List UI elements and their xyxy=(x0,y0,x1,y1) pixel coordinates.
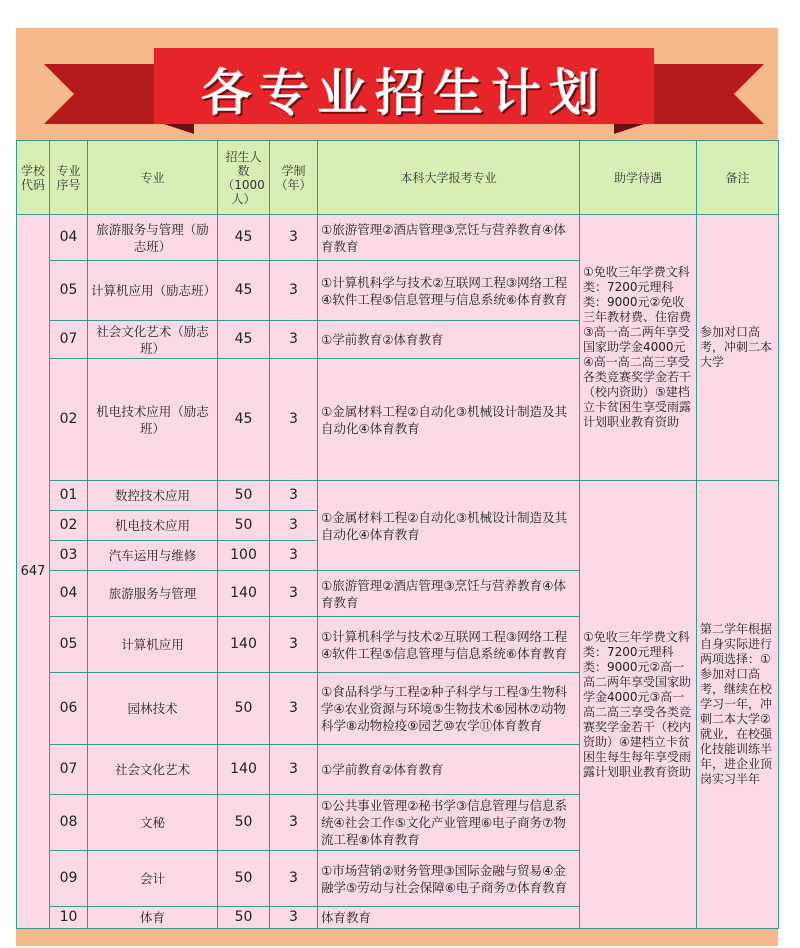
duration-cell: 3 xyxy=(270,359,318,481)
major-cell: 旅游服务与管理（励志班） xyxy=(88,215,218,261)
duration-cell: 3 xyxy=(270,511,318,541)
duration-cell: 3 xyxy=(270,617,318,673)
university-major-cell: ①计算机科学与技术②互联网工程③网络工程④软件工程⑤信息管理与信息系统⑥体育教育 xyxy=(318,617,580,673)
table-row xyxy=(17,481,779,511)
major-cell: 旅游服务与管理 xyxy=(88,571,218,617)
enrollment-cell: 50 xyxy=(218,673,270,745)
header-university-major: 本科大学报考专业 xyxy=(318,141,580,215)
major-no-cell: 10 xyxy=(50,907,88,929)
university-major-cell: ①公共事业管理②秘书学③信息管理与信息系统④社会工作⑤文化产业管理⑥电子商务⑦物流工程⑧体育教育 xyxy=(318,795,580,851)
major-no-cell: 02 xyxy=(50,511,88,541)
header-note: 备注 xyxy=(697,141,779,215)
university-major-cell: 体育教育 xyxy=(318,907,580,929)
enrollment-cell: 50 xyxy=(218,481,270,511)
major-no-cell: 09 xyxy=(50,851,88,907)
page-title: 各专业招生计划 xyxy=(201,64,607,122)
major-cell: 社会文化艺术 xyxy=(88,745,218,795)
enrollment-table xyxy=(16,140,779,929)
duration-cell: 3 xyxy=(270,745,318,795)
major-cell: 园林技术 xyxy=(88,673,218,745)
duration-cell: 3 xyxy=(270,481,318,511)
university-major-cell: ①市场营销②财务管理③国际金融与贸易④金融学⑤劳动与社会保障⑥电子商务⑦体育教育 xyxy=(318,851,580,907)
major-no-cell: 04 xyxy=(50,215,88,261)
title-banner xyxy=(44,44,764,134)
major-cell: 汽车运用与维修 xyxy=(88,541,218,571)
major-cell: 文秘 xyxy=(88,795,218,851)
enrollment-cell: 45 xyxy=(218,261,270,321)
university-major-cell: ①金属材料工程②自动化③机械设计制造及其自动化④体育教育 xyxy=(318,481,580,571)
duration-cell: 3 xyxy=(270,321,318,359)
enrollment-cell: 50 xyxy=(218,795,270,851)
header-major: 专业 xyxy=(88,141,218,215)
major-no-cell: 05 xyxy=(50,261,88,321)
major-no-cell: 04 xyxy=(50,571,88,617)
duration-cell: 3 xyxy=(270,673,318,745)
enrollment-cell: 50 xyxy=(218,907,270,929)
enrollment-cell: 140 xyxy=(218,745,270,795)
enrollment-cell: 50 xyxy=(218,851,270,907)
university-major-cell: ①旅游管理②酒店管理③烹饪与营养教育④体育教育 xyxy=(318,571,580,617)
table-header-row xyxy=(17,141,779,215)
major-no-cell: 02 xyxy=(50,359,88,481)
enrollment-cell: 140 xyxy=(218,617,270,673)
major-no-cell: 06 xyxy=(50,673,88,745)
duration-cell: 3 xyxy=(270,215,318,261)
duration-cell: 3 xyxy=(270,261,318,321)
university-major-cell: ①金属材料工程②自动化③机械设计制造及其自动化④体育教育 xyxy=(318,359,580,481)
major-no-cell: 03 xyxy=(50,541,88,571)
major-cell: 机电技术应用 xyxy=(88,511,218,541)
major-cell: 社会文化艺术（励志班） xyxy=(88,321,218,359)
university-major-cell: ①计算机科学与技术②互联网工程③网络工程④软件工程⑤信息管理与信息系统⑥体育教育 xyxy=(318,261,580,321)
major-cell: 计算机应用 xyxy=(88,617,218,673)
university-major-cell: ①食品科学与工程②种子科学与工程③生物科学④农业资源与环境⑤生物技术⑥园林⑦动物科学⑧动物检疫⑨园艺⑩农学⑪体育教育 xyxy=(318,673,580,745)
major-no-cell: 07 xyxy=(50,745,88,795)
major-no-cell: 01 xyxy=(50,481,88,511)
enrollment-cell: 45 xyxy=(218,359,270,481)
major-cell: 机电技术应用（励志班） xyxy=(88,359,218,481)
major-cell: 数控技术应用 xyxy=(88,481,218,511)
aid-cell-group2: ①免收三年学费文科类：7200元理科类：9000元②高一高二两年享受国家助学金4000元③高一高二高三享受各类竞赛奖学金若干（校内资助）④建档立卡贫困生每生每年享受雨露计划职业教育资助 xyxy=(580,481,697,929)
note-cell-group2: 第二学年根据自身实际进行两项选择：①参加对口高考，继续在校学习一年，冲刺二本大学②就业，在校强化技能训练半年，进企业顶岗实习半年 xyxy=(697,481,779,929)
enrollment-cell: 45 xyxy=(218,321,270,359)
major-cell: 会计 xyxy=(88,851,218,907)
enrollment-cell: 140 xyxy=(218,571,270,617)
header-major-no: 专业序号 xyxy=(50,141,88,215)
note-cell-group1: 参加对口高考，冲刺二本大学 xyxy=(697,215,779,481)
header-aid: 助学待遇 xyxy=(580,141,697,215)
duration-cell: 3 xyxy=(270,907,318,929)
header-enrollment: 招生人数（1000人） xyxy=(218,141,270,215)
enrollment-cell: 45 xyxy=(218,215,270,261)
header-school-code: 学校代码 xyxy=(17,141,50,215)
university-major-cell: ①学前教育②体育教育 xyxy=(318,321,580,359)
table-row xyxy=(17,215,779,261)
major-no-cell: 08 xyxy=(50,795,88,851)
enrollment-cell: 50 xyxy=(218,511,270,541)
duration-cell: 3 xyxy=(270,795,318,851)
major-no-cell: 05 xyxy=(50,617,88,673)
university-major-cell: ①旅游管理②酒店管理③烹饪与营养教育④体育教育 xyxy=(318,215,580,261)
school-code-cell: 647 xyxy=(17,215,50,929)
header-duration: 学制（年） xyxy=(270,141,318,215)
enrollment-cell: 100 xyxy=(218,541,270,571)
duration-cell: 3 xyxy=(270,571,318,617)
duration-cell: 3 xyxy=(270,851,318,907)
major-no-cell: 07 xyxy=(50,321,88,359)
duration-cell: 3 xyxy=(270,541,318,571)
major-cell: 体育 xyxy=(88,907,218,929)
aid-cell-group1: ①免收三年学费文科类：7200元理科类：9000元②免收三年教材费、住宿费③高一高二两年享受国家助学金4000元④高一高二高三享受各类竞赛奖学金若干（校内资助）⑤建档立卡贫困生享受雨露计划职业教育资助 xyxy=(580,215,697,481)
major-cell: 计算机应用（励志班） xyxy=(88,261,218,321)
university-major-cell: ①学前教育②体育教育 xyxy=(318,745,580,795)
